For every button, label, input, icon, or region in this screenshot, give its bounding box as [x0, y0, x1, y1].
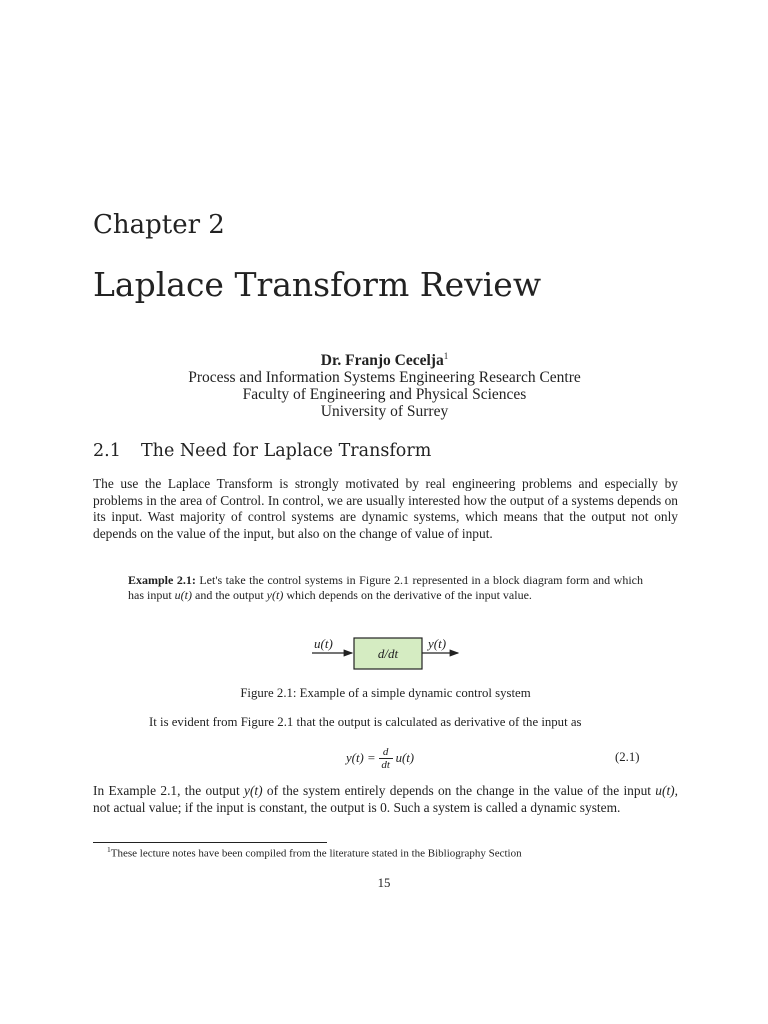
equation-rhs: u(t)	[395, 750, 415, 765]
example-input-var: u(t)	[174, 588, 192, 602]
example-label: Example 2.1:	[128, 573, 196, 587]
fraction-denominator: dt	[381, 758, 390, 771]
example-2-1: Example 2.1: Let's take the control systems in Figure 2.1 represented in a block diagram form and which has input u(t) and the output y(t) which depends on the derivative of the input value.	[128, 573, 643, 602]
author-name: Dr. Franjo Cecelja$^1$	[320, 351, 449, 370]
section-title: The Need for Laplace Transform	[141, 441, 432, 461]
chapter-title: Laplace Transform Review	[93, 265, 542, 304]
intro-paragraph: The use the Laplace Transform is strongly motivated by real engineering problems and especially by problems in the area of Control. In control, we are usually interested how the output of a systems depends on its input. Wast majority of control systems are dynamic systems, which means that the output not only depends on the value of the input, but also on the change of value of input.	[93, 476, 678, 541]
section-heading	[93, 441, 431, 461]
chapter-label: Chapter 2	[93, 210, 225, 240]
figure-caption: Figure 2.1: Example of a simple dynamic control system	[240, 686, 531, 700]
block-diagram	[310, 630, 470, 672]
footnote	[107, 845, 522, 860]
author-footnote-mark: 1	[443, 351, 449, 361]
input-var: u(t)	[655, 783, 675, 798]
evident-paragraph: It is evident from Figure 2.1 that the output is calculated as derivative of the input as	[149, 715, 582, 729]
example-output-var: y(t)	[266, 588, 284, 602]
derivative-fraction	[379, 746, 393, 771]
footnote-rule	[93, 842, 327, 843]
derivative-block-label: d/dt	[377, 646, 399, 661]
footnote-text: These lecture notes have been compiled from the literature stated in the Bibliography Section	[110, 847, 522, 860]
equation-number: (2.1)	[615, 750, 640, 764]
equation-2-1	[346, 740, 414, 776]
output-var: y(t)	[244, 783, 263, 798]
fraction-numerator: d	[382, 745, 389, 758]
diagram-output-label: y(t)	[428, 636, 447, 651]
equation-lhs: y(t) =	[346, 750, 376, 765]
section-number: 2.1	[93, 441, 121, 461]
affiliation-line-1: Process and Information Systems Engineering Research Centre	[188, 369, 581, 387]
affiliation-line-3: University of Surrey	[320, 403, 449, 421]
conclusion-paragraph: In Example 2.1, the output y(t) of the system entirely depends on the change in the value of the input u(t), not actual value; if the input is constant, the output is 0. Such a system is called a dynamic system.	[93, 783, 678, 815]
diagram-input-label: u(t)	[314, 636, 333, 651]
page-number: 15	[377, 876, 391, 890]
footnote-mark: 1	[107, 845, 111, 854]
affiliation-line-2: Faculty of Engineering and Physical Sciences	[242, 386, 527, 404]
author-block	[93, 348, 676, 420]
